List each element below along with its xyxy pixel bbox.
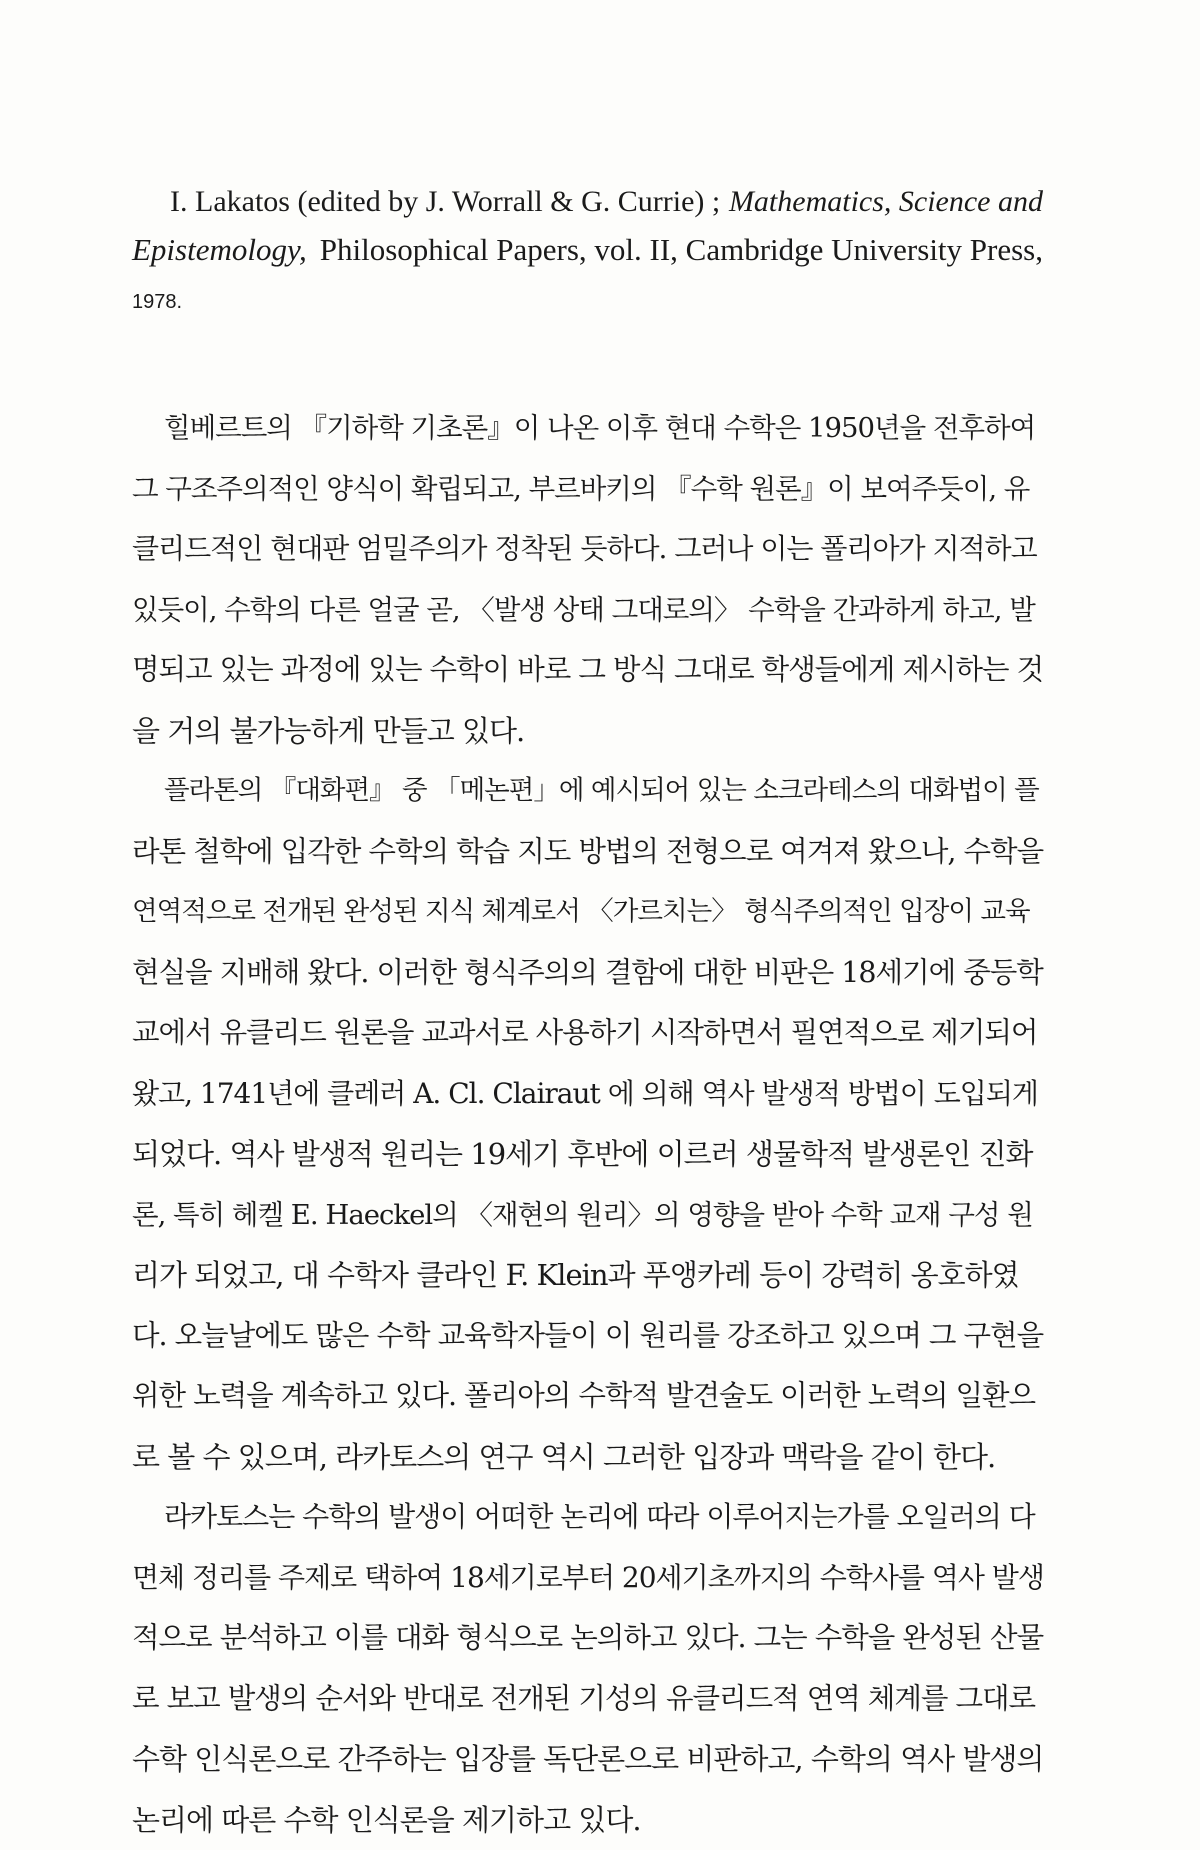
text-line: 위한 노력을 계속하고 있다. 폴리아의 수학적 발견술도 이러한 노력의 일환으 bbox=[132, 1366, 1043, 1427]
paragraph-1 bbox=[132, 398, 1043, 761]
text-line: 로 볼 수 있으며, 라카토스의 연구 역시 그러한 입장과 맥락을 같이 한다. bbox=[132, 1427, 1043, 1488]
text-line: 라카토스는 수학의 발생이 어떠한 논리에 따라 이루어지는가를 오일러의 다 bbox=[132, 1487, 1043, 1548]
text-line: 적으로 분석하고 이를 대화 형식으로 논의하고 있다. 그는 수학을 완성된 산물 bbox=[132, 1608, 1043, 1669]
text-line: 논리에 따른 수학 인식론을 제기하고 있다. bbox=[132, 1790, 1043, 1850]
text-line: 있듯이, 수학의 다른 얼굴 곧, 〈발생 상태 그대로의〉 수학을 간과하게 하고, 발 bbox=[132, 580, 1043, 641]
text-line: 명되고 있는 과정에 있는 수학이 바로 그 방식 그대로 학생들에게 제시하는 것 bbox=[132, 640, 1043, 701]
citation-title-part-1: Mathematics, Science and bbox=[729, 178, 1043, 226]
citation-publisher: Philosophical Papers, vol. II, Cambridge University Press, bbox=[320, 226, 1043, 274]
paragraph-3 bbox=[132, 1487, 1043, 1850]
text-line: 리가 되었고, 대 수학자 클라인 F. Klein과 푸앵카레 등이 강력히 옹호하였 bbox=[132, 1245, 1043, 1306]
text-line: 왔고, 1741년에 클레러 A. Cl. Clairaut 에 의해 역사 발생적 방법이 도입되게 bbox=[132, 1064, 1043, 1125]
text-line: 로 보고 발생의 순서와 반대로 전개된 기성의 유클리드적 연역 체계를 그대로 bbox=[132, 1669, 1043, 1730]
text-line: 다. 오늘날에도 많은 수학 교육학자들이 이 원리를 강조하고 있으며 그 구현을 bbox=[132, 1306, 1043, 1367]
text-line: 을 거의 불가능하게 만들고 있다. bbox=[132, 701, 1043, 762]
text-line: 교에서 유클리드 원론을 교과서로 사용하기 시작하면서 필연적으로 제기되어 bbox=[132, 1003, 1043, 1064]
text-line: 연역적으로 전개된 완성된 지식 체계로서 〈가르치는〉 형식주의적인 입장이 교육 bbox=[132, 882, 1043, 943]
paragraph-2 bbox=[132, 761, 1043, 1487]
text-line: 면체 정리를 주제로 택하여 18세기로부터 20세기초까지의 수학사를 역사 발생 bbox=[132, 1548, 1043, 1609]
text-line: 수학 인식론으로 간주하는 입장를 독단론으로 비판하고, 수학의 역사 발생의 bbox=[132, 1729, 1043, 1790]
text-line: 힐베르트의 『기하학 기초론』이 나온 이후 현대 수학은 1950년을 전후하여 bbox=[132, 398, 1043, 459]
citation-line-3 bbox=[132, 274, 1043, 326]
citation-author: I. Lakatos (edited by J. Worrall & G. Currie) ; bbox=[170, 178, 720, 226]
text-line: 클리드적인 현대판 엄밀주의가 정착된 듯하다. 그러나 이는 폴리아가 지적하고 bbox=[132, 519, 1043, 580]
citation-line-1 bbox=[132, 178, 1043, 226]
citation-line-2 bbox=[132, 226, 1043, 274]
text-line: 현실을 지배해 왔다. 이러한 형식주의의 결함에 대한 비판은 18세기에 중등학 bbox=[132, 943, 1043, 1004]
text-line: 되었다. 역사 발생적 원리는 19세기 후반에 이르러 생물학적 발생론인 진화 bbox=[132, 1124, 1043, 1185]
text-line: 론, 특히 헤켈 E. Haeckel의 〈재현의 원리〉의 영향을 받아 수학 교재 구성 원 bbox=[132, 1185, 1043, 1246]
citation-year: 1978. bbox=[132, 274, 182, 326]
citation-title-part-2: Epistemology, bbox=[132, 226, 307, 274]
text-line: 라톤 철학에 입각한 수학의 학습 지도 방법의 전형으로 여겨져 왔으나, 수학을 bbox=[132, 822, 1043, 883]
citation-block bbox=[132, 178, 1043, 326]
text-line: 플라톤의 『대화편』 중 「메논편」에 예시되어 있는 소크라테스의 대화법이 플 bbox=[132, 761, 1043, 822]
text-line: 그 구조주의적인 양식이 확립되고, 부르바키의 『수학 원론』이 보여주듯이, 유 bbox=[132, 459, 1043, 520]
